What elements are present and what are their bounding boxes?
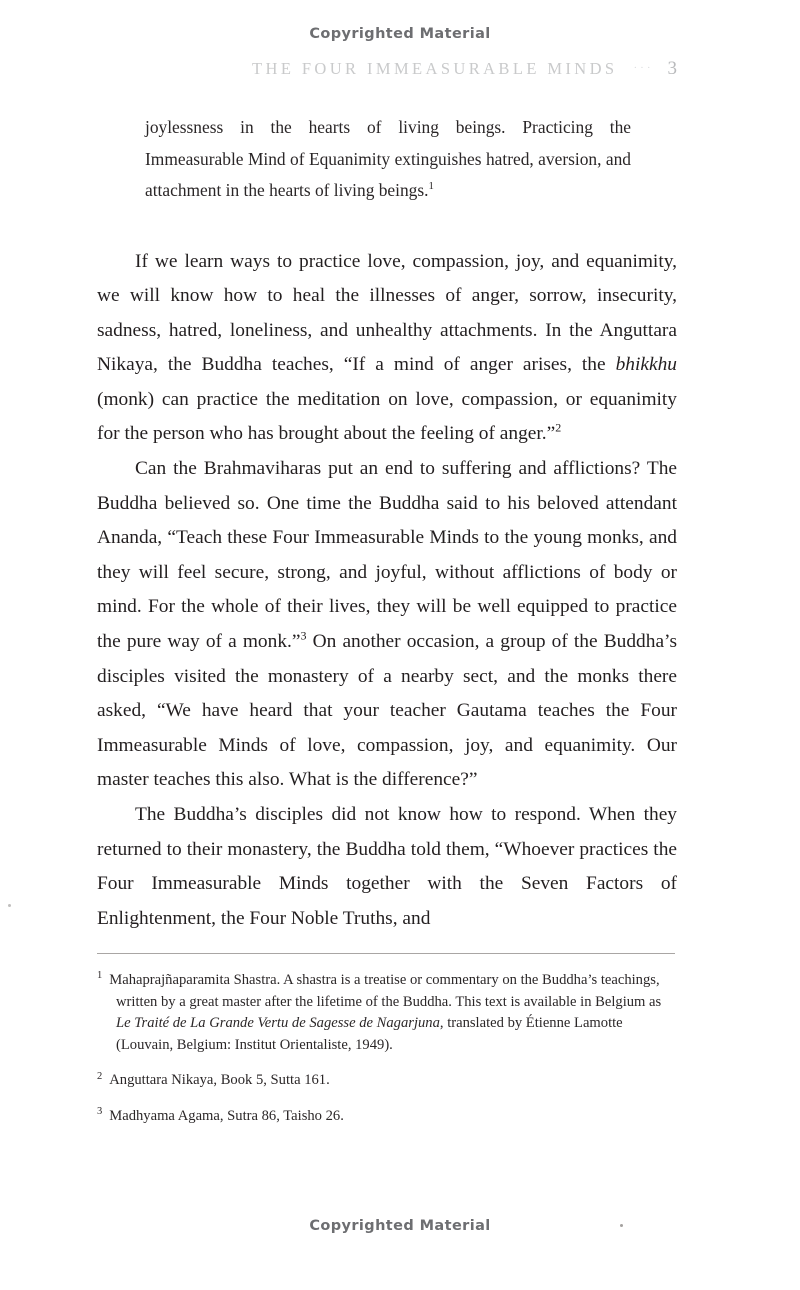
footnote-1-number: 1 bbox=[97, 970, 103, 982]
italic-term-bhikkhu: bhikkhu bbox=[615, 354, 677, 376]
footnote-reference-2[interactable]: 2 bbox=[555, 421, 562, 435]
body-paragraph-2 bbox=[97, 452, 677, 798]
paragraph-1-part-1: If we learn ways to practice love, compassion, joy, and equanimity, we will know how to heal the illnesses of anger, sorrow, insecurity, sadness, hatred, loneliness, and unhealthy attachments. In the Anguttara Nikaya, the Buddha teaches, “If a mind of anger arises, the bbox=[97, 250, 677, 376]
page-number: 3 bbox=[667, 58, 677, 79]
footnote-1-part-1: Mahaprajñaparamita Shastra. A shastra is a treatise or commentary on the Buddha’s teachings, written by a great master after the lifetime of the Buddha. This text is available in Belgium as bbox=[109, 972, 662, 1010]
body-paragraph-1 bbox=[97, 245, 677, 453]
footnote-reference-3[interactable]: 3 bbox=[300, 628, 307, 643]
paragraph-2-part-2: On another occasion, a group of the Buddha’s disciples visited the monastery of a nearby sect, and the monks there asked, “We have heard that your teacher Gautama teaches the Four Immeasurable Minds of love, compassion, joy, and equanimity. Our master teaches this also. What is the difference?” bbox=[97, 631, 677, 791]
footnote-1 bbox=[97, 970, 677, 1056]
paragraph-2-part-1: Can the Brahmaviharas put an end to suffering and afflictions? The Buddha believed so. One time the Buddha said to his beloved attendant Ananda, “Teach these Four Immeasurable Minds to the young monks, and they will feel secure, strong, and joyful, without afflictions of body or mind. For the whole of their lives, they will be well equipped to practice the pure way of a monk.” bbox=[97, 458, 677, 653]
copyright-watermark-bottom: Copyrighted Material bbox=[309, 1218, 491, 1234]
running-head-ornament-icon: ··· bbox=[633, 62, 654, 74]
copyright-watermark-top: Copyrighted Material bbox=[309, 26, 491, 42]
footnote-1-italic-title: Le Traité de La Grande Vertu de Sagesse de Nagarjuna bbox=[116, 1015, 440, 1032]
footnote-section bbox=[97, 953, 677, 1142]
footnote-reference-1[interactable]: 1 bbox=[428, 180, 434, 193]
block-quotation-text: joylessness in the hearts of living beings. Practicing the Immeasurable Mind of Equanimity extinguishes hatred, aversion, and attachment in the hearts of living beings. bbox=[145, 117, 631, 200]
footnote-2-number: 2 bbox=[97, 1070, 103, 1082]
running-head-title: THE FOUR IMMEASURABLE MINDS bbox=[252, 59, 618, 78]
scan-speck-left bbox=[8, 904, 11, 907]
footnote-2 bbox=[97, 1070, 677, 1092]
footnote-3-number: 3 bbox=[97, 1106, 103, 1118]
paragraph-3-text: The Buddha’s disciples did not know how to respond. When they returned to their monastery, the Buddha told them, “Whoever practices the Four Immeasurable Minds together with the Seven Factors of Enlightenment, the Four Noble Truths, and bbox=[97, 804, 677, 929]
block-quotation bbox=[145, 112, 631, 207]
footnote-2-text: Anguttara Nikaya, Book 5, Sutta 161. bbox=[109, 1072, 330, 1089]
footnote-separator-rule bbox=[97, 953, 675, 954]
body-paragraph-3 bbox=[97, 798, 677, 936]
footnote-3-text: Madhyama Agama, Sutra 86, Taisho 26. bbox=[109, 1107, 344, 1124]
text-column bbox=[97, 112, 677, 936]
footnote-1-part-2: , translated by Étienne Lamotte (Louvain, Belgium: Institut Orientaliste, 1949). bbox=[116, 1015, 623, 1053]
footnote-3 bbox=[97, 1106, 677, 1128]
running-head bbox=[97, 58, 677, 80]
paragraph-1-part-2: (monk) can practice the meditation on love, compassion, or equanimity for the person who has brought about the feeling of anger.” bbox=[97, 388, 677, 445]
